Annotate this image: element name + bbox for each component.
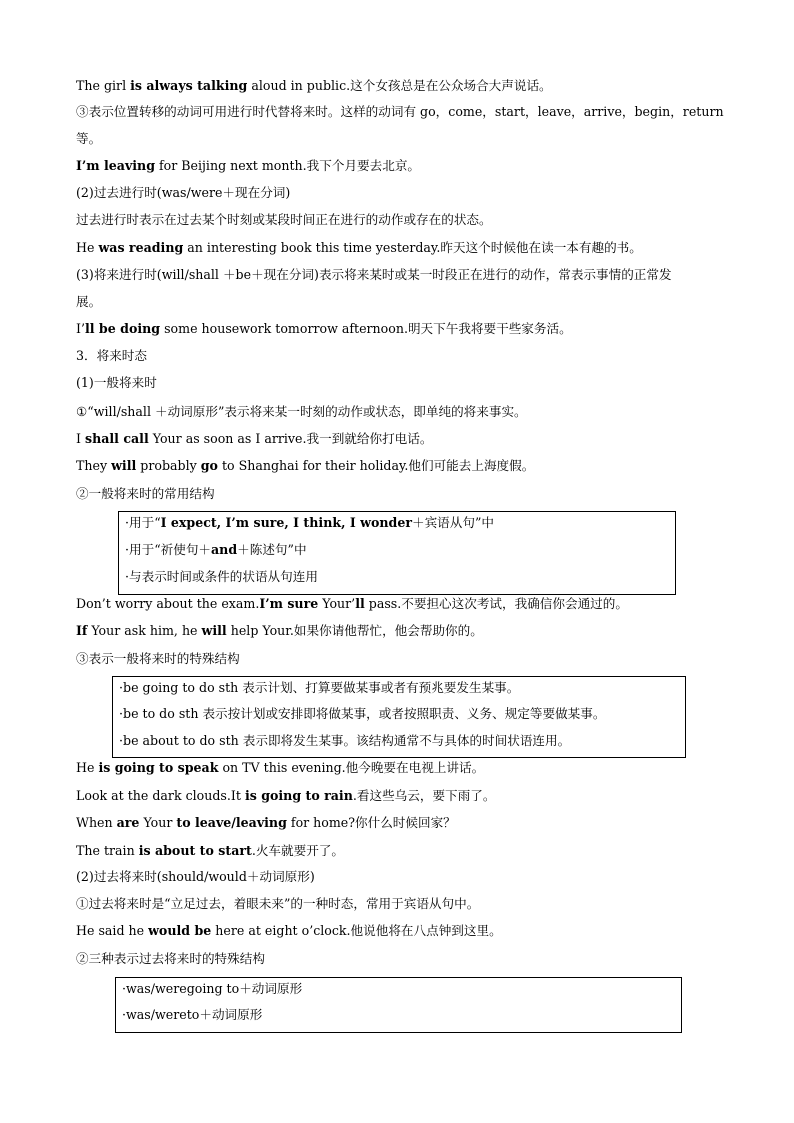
box-list-item (119, 706, 605, 722)
text-run: ①“will/shall ＋动词原形”表示将来某一时刻的动作或状态，即单纯的将来事实。 (76, 404, 527, 419)
text-run: Don’t worry about the exam. (76, 596, 260, 611)
text-line (76, 843, 344, 859)
text-line (76, 760, 484, 776)
text-run: ·be to do sth 表示按计划或安排即将做某事，或者按照职责、义务、规定等要做某事。 (119, 706, 606, 721)
emphasized-text: is going to rain (244, 788, 353, 803)
text-run: ＋宾语从句”中 (411, 515, 494, 530)
text-run: ·be about to do sth 表示即将发生某事。该结构通常不与具体的时间状语连用。 (119, 733, 571, 748)
emphasized-text: If (76, 623, 88, 638)
text-run: ·与表示时间或条件的状语从句连用 (125, 569, 318, 584)
text-line (76, 212, 492, 228)
text-run: help Your.如果你请他帮忙，他会帮助你的。 (226, 623, 483, 638)
special-structures-box (112, 676, 686, 758)
text-run: ＋陈述句”中 (237, 542, 307, 557)
emphasized-text: will (201, 623, 227, 638)
text-run: ②一般将来时的常用结构 (76, 486, 215, 501)
emphasized-text: I’m leaving (76, 158, 156, 173)
text-run: aloud in public.这个女孩总是在公众场合大声说话。 (247, 78, 552, 93)
common-structures-box (118, 511, 676, 595)
text-line (76, 788, 495, 804)
text-run: .看这些乌云，要下雨了。 (352, 788, 496, 803)
text-run: on TV this evening.他今晚要在电视上讲话。 (218, 760, 485, 775)
text-run: ·用于“ (125, 515, 161, 530)
text-line (76, 404, 527, 420)
emphasized-text: was reading (98, 240, 184, 255)
text-run: Your’ (318, 596, 356, 611)
emphasized-text: and (211, 542, 238, 557)
text-run: He (76, 240, 99, 255)
text-line (76, 651, 240, 667)
emphasized-text: shall call (84, 431, 149, 446)
text-run: I’ (76, 321, 85, 336)
text-run: The girl (76, 78, 131, 93)
emphasized-text: will (111, 458, 137, 473)
text-line (76, 815, 456, 831)
text-run: an interesting book this time yesterday.昨天这个时候他在读一本有趣的书。 (183, 240, 642, 255)
text-line (76, 896, 479, 912)
emphasized-text: to leave/leaving (176, 815, 287, 830)
text-run: (3)将来进行时(will/shall ＋be＋现在分词)表示将来某时或某一时段正在进行的动作，常表示事情的正常发 (76, 267, 672, 282)
text-run: (1)一般将来时 (76, 375, 157, 390)
text-line (76, 375, 157, 391)
text-run: He said he (76, 923, 149, 938)
emphasized-text: go (200, 458, 218, 473)
box-list-item (119, 733, 570, 749)
emphasized-text: are (116, 815, 140, 830)
text-run: (2)过去进行时(was/were＋现在分词) (76, 185, 291, 200)
box-list-item (125, 569, 318, 585)
text-line (76, 294, 101, 310)
text-run: ·was/weregoing to＋动词原形 (122, 981, 303, 996)
box-list-item (122, 1007, 262, 1023)
text-line (76, 158, 420, 174)
text-line (76, 596, 628, 612)
text-line (76, 321, 572, 337)
emphasized-text: would be (148, 923, 212, 938)
text-run: ·be going to do sth 表示计划、打算要做某事或者有预兆要发生某事。 (119, 680, 520, 695)
text-run: ·用于“祈使句＋ (125, 542, 212, 557)
text-run: I (76, 431, 85, 446)
text-run: (2)过去将来时(should/would＋动词原形) (76, 869, 315, 884)
text-run: They (76, 458, 112, 473)
emphasized-text: is about to start (138, 843, 252, 858)
text-run: 展。 (76, 294, 102, 309)
text-run: 等。 (76, 131, 102, 146)
text-line (76, 486, 215, 502)
box-list-item (122, 981, 302, 997)
box-list-item (119, 680, 519, 696)
text-run: 3．将来时态 (76, 348, 147, 363)
text-run: ·was/wereto＋动词原形 (122, 1007, 263, 1022)
text-run: He (76, 760, 99, 775)
box-list-item (125, 542, 307, 558)
emphasized-text: is going to speak (98, 760, 219, 775)
text-line (76, 458, 534, 474)
text-line (76, 78, 552, 94)
past-future-structures-box (115, 977, 682, 1033)
text-run: for home?你什么时候回家？ (286, 815, 456, 830)
text-run: Your (139, 815, 177, 830)
text-run: ③表示位置转移的动词可用进行时代替将来时。这样的动词有 go，come，start，leave，arrive，begin，return (76, 104, 724, 119)
text-line (76, 869, 315, 885)
emphasized-text: ll be doing (84, 321, 161, 336)
text-line (76, 348, 147, 364)
text-run: probably (136, 458, 201, 473)
text-line (76, 267, 672, 283)
text-run: ③表示一般将来时的特殊结构 (76, 651, 240, 666)
text-run: here at eight o’clock.他说他将在八点钟到这里。 (211, 923, 502, 938)
text-line (76, 240, 642, 256)
text-line (76, 131, 101, 147)
text-line (76, 185, 290, 201)
emphasized-text: I’m sure (259, 596, 319, 611)
text-line (76, 923, 502, 939)
text-run: ①过去将来时是“立足过去，着眼未来”的一种时态，常用于宾语从句中。 (76, 896, 480, 911)
text-run: ②三种表示过去将来时的特殊结构 (76, 951, 265, 966)
text-run: for Beijing next month.我下个月要去北京。 (155, 158, 421, 173)
text-run: .火车就要开了。 (251, 843, 344, 858)
text-run: some housework tomorrow afternoon.明天下午我将要干些家务活。 (160, 321, 572, 336)
text-run: Look at the dark clouds.It (76, 788, 245, 803)
emphasized-text: ll (355, 596, 365, 611)
box-list-item (125, 515, 494, 531)
emphasized-text: is always talking (130, 78, 248, 93)
emphasized-text: I expect, I’m sure, I think, I wonder (160, 515, 412, 530)
text-run: 过去进行时表示在过去某个时刻或某段时间正在进行的动作或存在的状态。 (76, 212, 492, 227)
text-run: to Shanghai for their holiday.他们可能去上海度假。 (217, 458, 535, 473)
text-line (76, 951, 265, 967)
text-line (76, 623, 483, 639)
text-line (76, 104, 724, 120)
text-run: When (76, 815, 117, 830)
text-line (76, 431, 432, 447)
text-run: Your as soon as I arrive.我一到就给你打电话。 (148, 431, 433, 446)
text-run: Your ask him, he (87, 623, 202, 638)
text-run: pass.不要担心这次考试，我确信你会通过的。 (364, 596, 628, 611)
text-run: The train (76, 843, 139, 858)
